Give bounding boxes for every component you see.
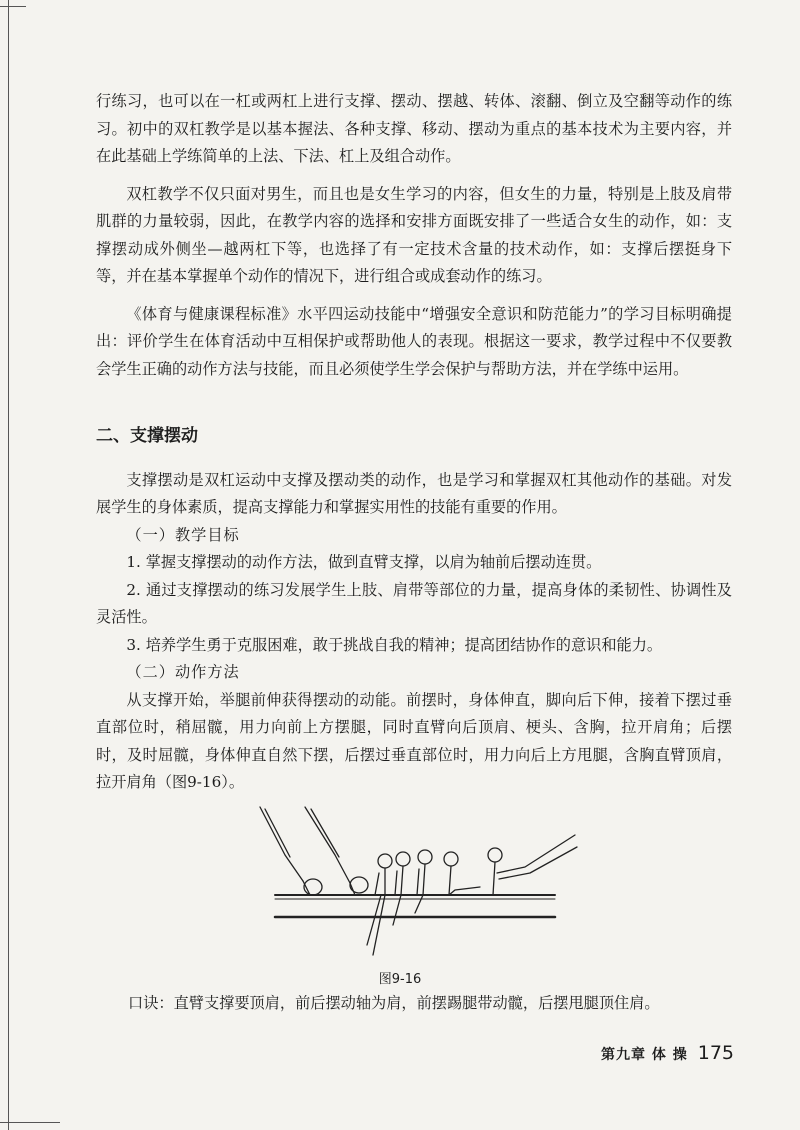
binding-mark-top: [0, 6, 26, 7]
gymnast-5-head: [418, 850, 432, 864]
gymnast-6-head: [444, 852, 458, 866]
gymnast-3-body: [373, 868, 385, 955]
gymnast-1-legs: [260, 807, 303, 881]
chapter-title: 第九章 体 操: [600, 1047, 688, 1063]
goal-item-1: 1. 掌握支撑摆动的动作方法，做到直臂支撑，以肩为轴前后摆动连贯。: [126, 553, 602, 571]
gymnast-4-head: [396, 852, 410, 866]
gymnast-3-head: [378, 854, 392, 868]
mnemonic-text: 口诀：直臂支撑要顶肩，前后摆动轴为肩，前摆踢腿带动髋，后摆甩腿顶住肩。: [128, 994, 660, 1012]
gymnast-7-head: [488, 848, 502, 862]
goal-item-2: 2. 通过支撑摆动的练习发展学生上肢、肩带等部位的力量，提高身体的柔韧性、协调性及灵活性。: [96, 580, 732, 626]
figure-caption: 图9-16: [378, 972, 422, 987]
paragraph-2: 双杠教学不仅只面对男生，而且也是女生学习的内容，但女生的力量，特别是上肢及肩带肌群的力量较弱，因此，在教学内容的选择和安排方面既安排了一些适合女生的动作，如：支撑摆动成外侧坐—越两杠下等，也选择了有一定技术含量的技术动作，如：支撑后摆挺身下等，并在基本掌握单个动作的情况下，进行组合或成套动作的练习。: [96, 184, 732, 285]
binding-mark-bottom: [0, 1122, 60, 1123]
gymnast-5-body: [415, 864, 425, 913]
method-paragraph: 从支撑开始，举腿前伸获得摆动的动能。前摆时，身体伸直，脚向后下伸，接着下摆过垂直部位时，稍屈髋，用力向前上方摆腿，同时直臂向后顶肩、梗头、含胸，拉开肩角；后摆时，及时屈髋，身体伸直自然下摆，后摆过垂直部位时，用力向后上方甩腿，含胸直臂顶肩，拉开肩角（图9-16）。: [96, 690, 732, 791]
gymnast-6-body: [449, 866, 480, 895]
method-heading: （二）动作方法: [126, 663, 240, 681]
parallel-bars-swing-illustration: [255, 795, 585, 965]
page-footer: [601, 1042, 734, 1064]
section-heading: 二、支撑摆动: [96, 426, 198, 446]
page-body: [96, 88, 732, 797]
goals-heading: （一）教学目标: [126, 525, 240, 544]
binding-line: [8, 0, 9, 1130]
page-number: 175: [697, 1042, 734, 1064]
paragraph-3: 《体育与健康课程标准》水平四运动技能中“增强安全意识和防范能力”的学习目标明确提出：评价学生在体育活动中互相保护或帮助他人的表现。根据这一要求，教学过程中不仅要教会学生正确的动作方法与技能，而且必须使学生学会保护与帮助方法，并在学练中运用。: [96, 304, 732, 378]
figure-9-16: [255, 795, 585, 965]
section-intro: 支撑摆动是双杠运动中支撑及摆动类的动作，也是学习和掌握双杠其他动作的基础。对发展学生的身体素质，提高支撑能力和掌握实用性的技能有重要的作用。: [96, 470, 732, 516]
gymnast-2-legs: [305, 807, 350, 883]
goal-item-3: 3. 培养学生勇于克服困难，敢于挑战自我的精神；提高团结协作的意识和能力。: [126, 635, 663, 654]
paragraph-1: 行练习，也可以在一杠或两杠上进行支撑、摆动、摆越、转体、滚翻、倒立及空翻等动作的练习。初中的双杠教学是以基本握法、各种支撑、移动、摆动为重点的基本技术为主要内容，并在此基础上学练简单的上法、下法、杠上及组合动作。: [96, 92, 732, 165]
